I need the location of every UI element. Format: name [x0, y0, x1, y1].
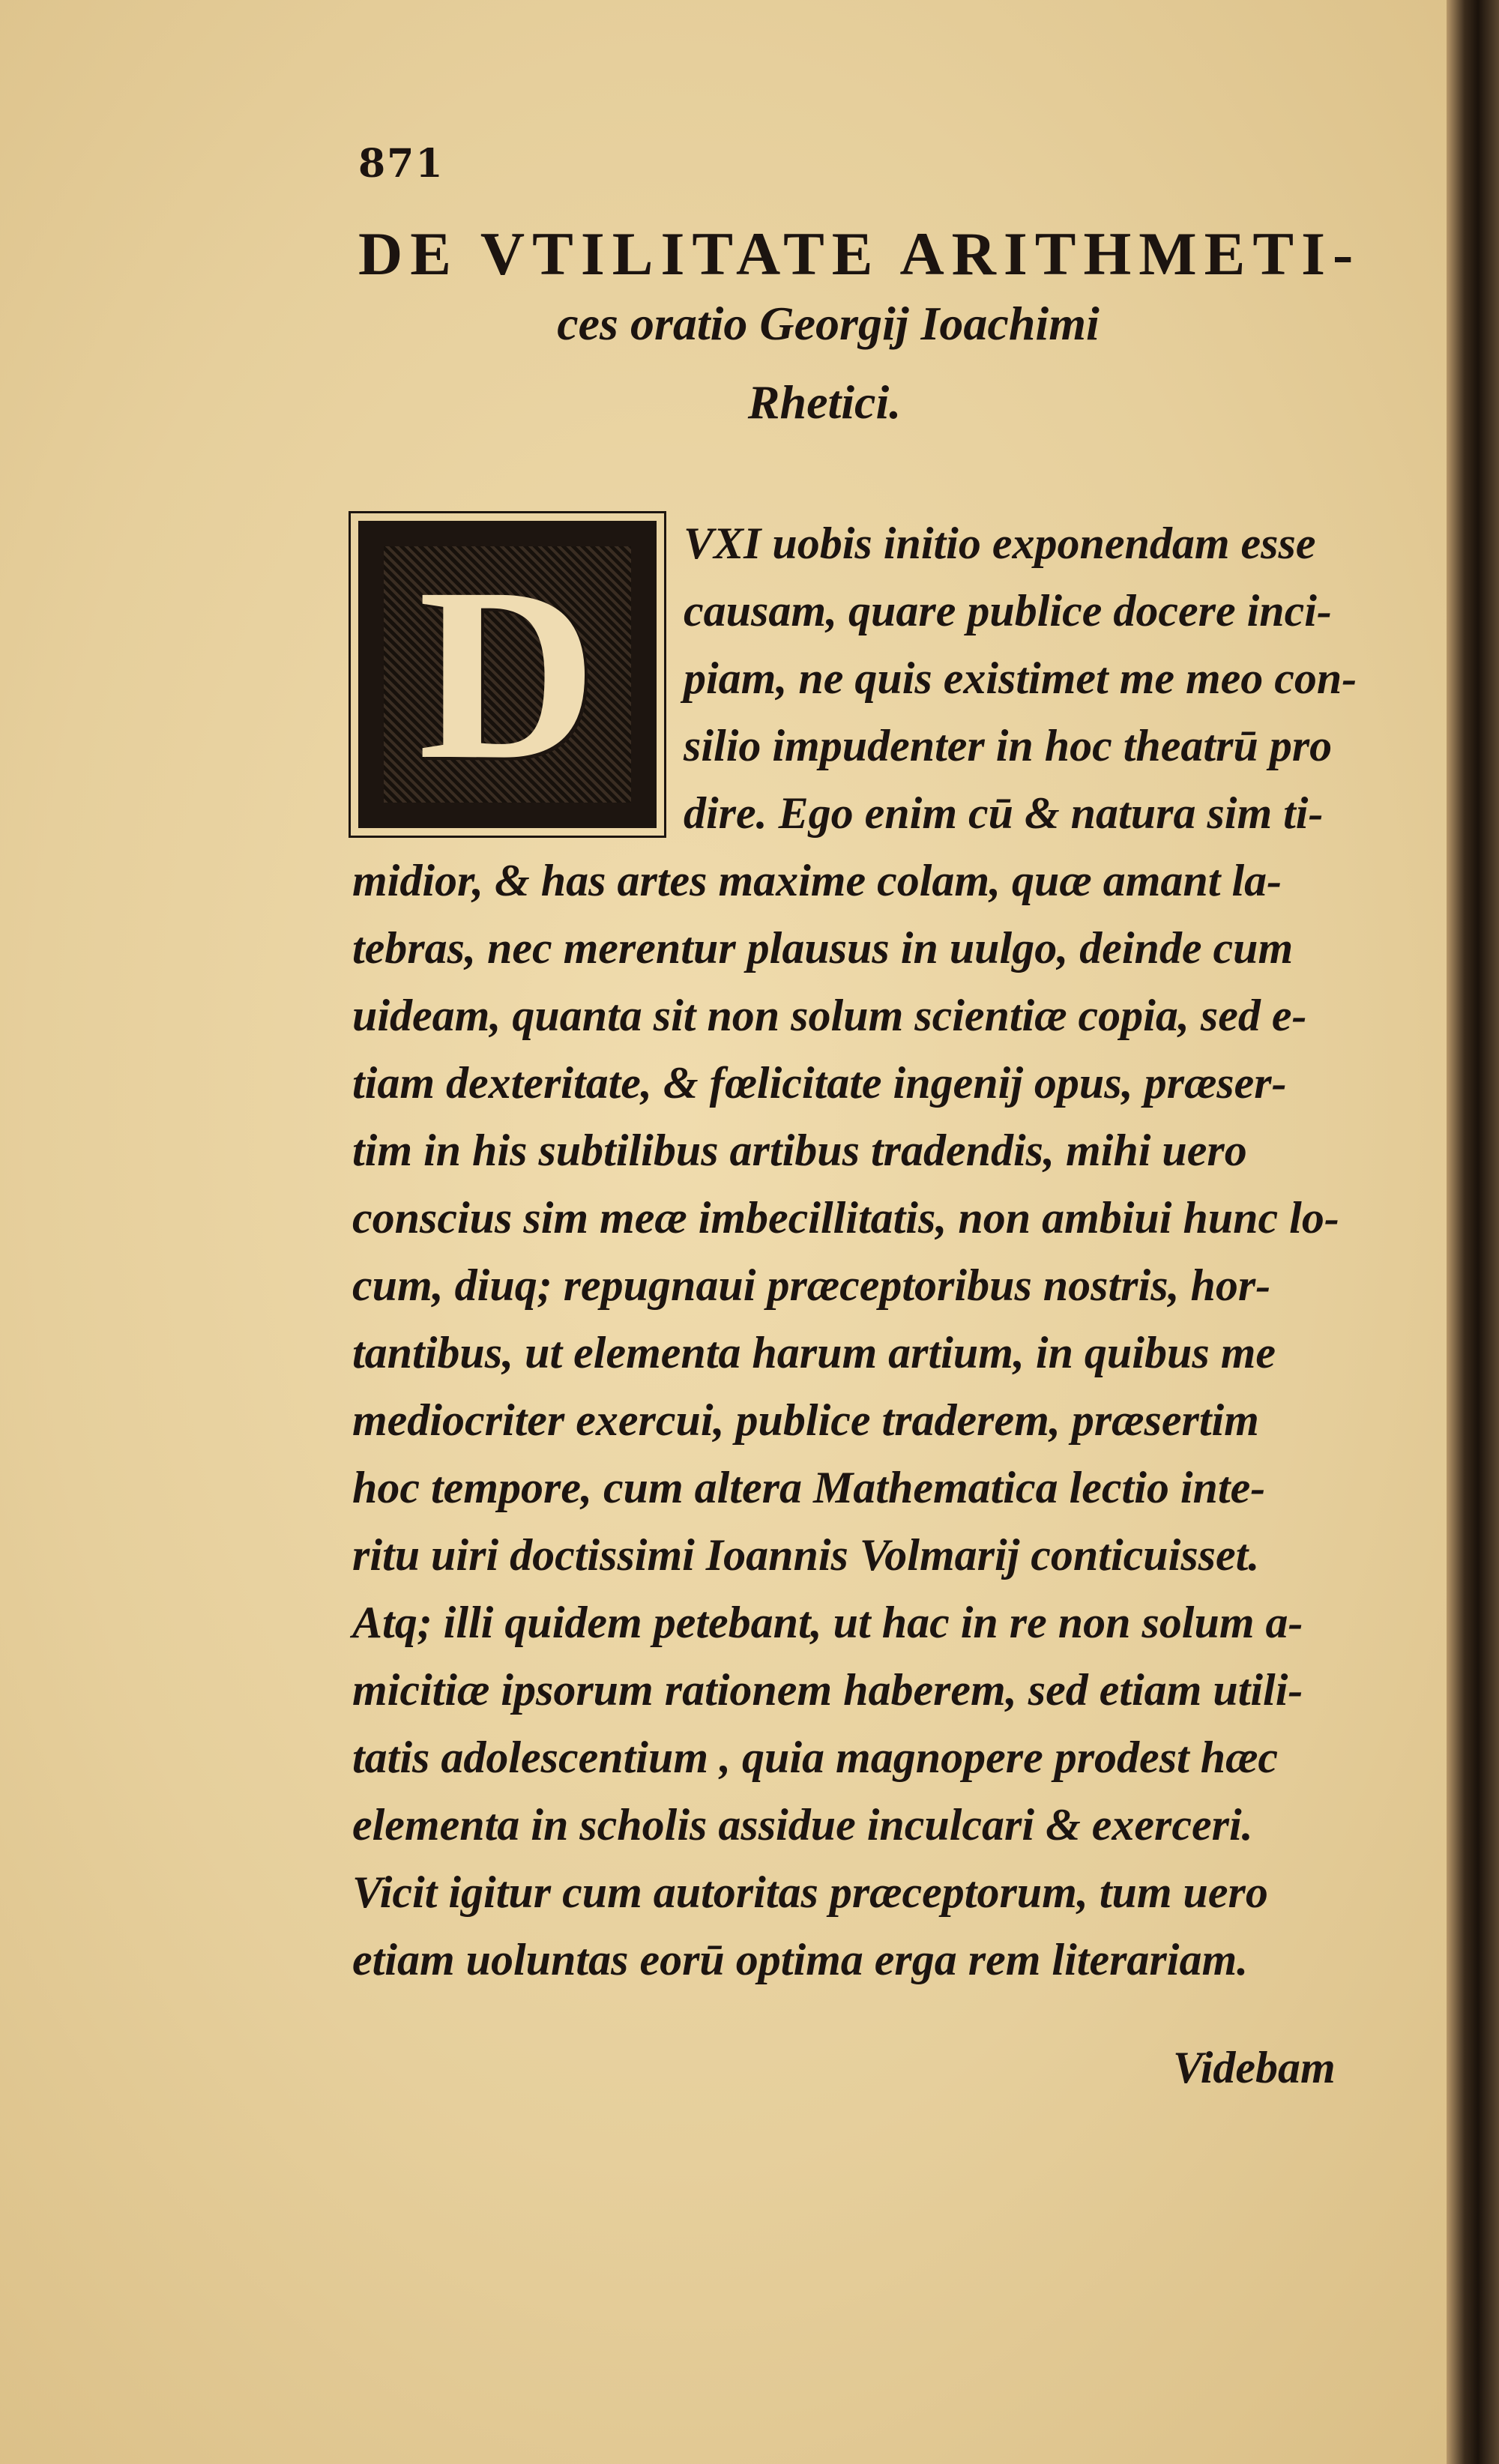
text-line: mediocriter exercui, publice traderem, præsertim	[352, 1395, 1259, 1445]
text-line: etiam uoluntas eorū optima erga rem literariam.	[352, 1935, 1249, 1984]
text-line: uideam, quanta sit non solum scientiæ copia, sed e-	[352, 991, 1307, 1040]
title-line-2: ces oratio Georgij Ioachimi	[557, 297, 1100, 350]
text-line: tim in his subtilibus artibus tradendis, mihi uero	[352, 1126, 1247, 1175]
text-line: micitiæ ipsorum rationem haberem, sed etiam utili-	[352, 1665, 1303, 1715]
initial-letter: D	[417, 537, 597, 811]
book-gutter	[1447, 0, 1499, 2464]
text-line: elementa in scholis assidue inculcari & exerceri.	[352, 1800, 1253, 1849]
text-line: cum, diuq; repugnaui præceptoribus nostris, hor-	[352, 1260, 1271, 1310]
text-line: piam, ne quis existimet me meo con-	[684, 653, 1357, 703]
text-line: dire. Ego enim cū & natura sim ti-	[684, 788, 1324, 838]
text-line: ritu uiri doctissimi Ioannis Volmarij conticuisset.	[352, 1530, 1260, 1580]
text-line: Atq; illi quidem petebant, ut hac in re non solum a-	[352, 1598, 1303, 1647]
text-line: tantibus, ut elementa harum artium, in quibus me	[352, 1328, 1276, 1377]
text-line: tebras, nec merentur plausus in uulgo, deinde cum	[352, 923, 1294, 973]
text-line: midior, & has artes maxime colam, quæ amant la-	[352, 856, 1282, 905]
text-line: tiam dexteritate, & fœlicitate ingenij opus, præser-	[352, 1058, 1287, 1108]
text-line: causam, quare publice docere inci-	[684, 586, 1332, 635]
text-line: hoc tempore, cum altera Mathematica lectio inte-	[352, 1463, 1266, 1512]
body-text	[352, 510, 1387, 1993]
text-line: Vicit igitur cum autoritas præceptorum, tum uero	[352, 1867, 1268, 1917]
text-line: VXI uobis initio exponendam esse	[684, 519, 1316, 568]
text-line: tatis adolescentium , quia magnopere prodest hæc	[352, 1733, 1279, 1782]
title-line-3: Rhetici.	[747, 375, 902, 429]
page-number: 871	[358, 141, 444, 187]
title-line-1: DE VTILITATE ARITHMETI-	[358, 220, 1361, 288]
text-line: silio impudenter in hoc theatrū pro	[684, 721, 1333, 770]
catchword: Videbam	[1173, 2043, 1336, 2092]
text-line: conscius sim meæ imbecillitatis, non ambiui hunc lo-	[352, 1193, 1339, 1242]
